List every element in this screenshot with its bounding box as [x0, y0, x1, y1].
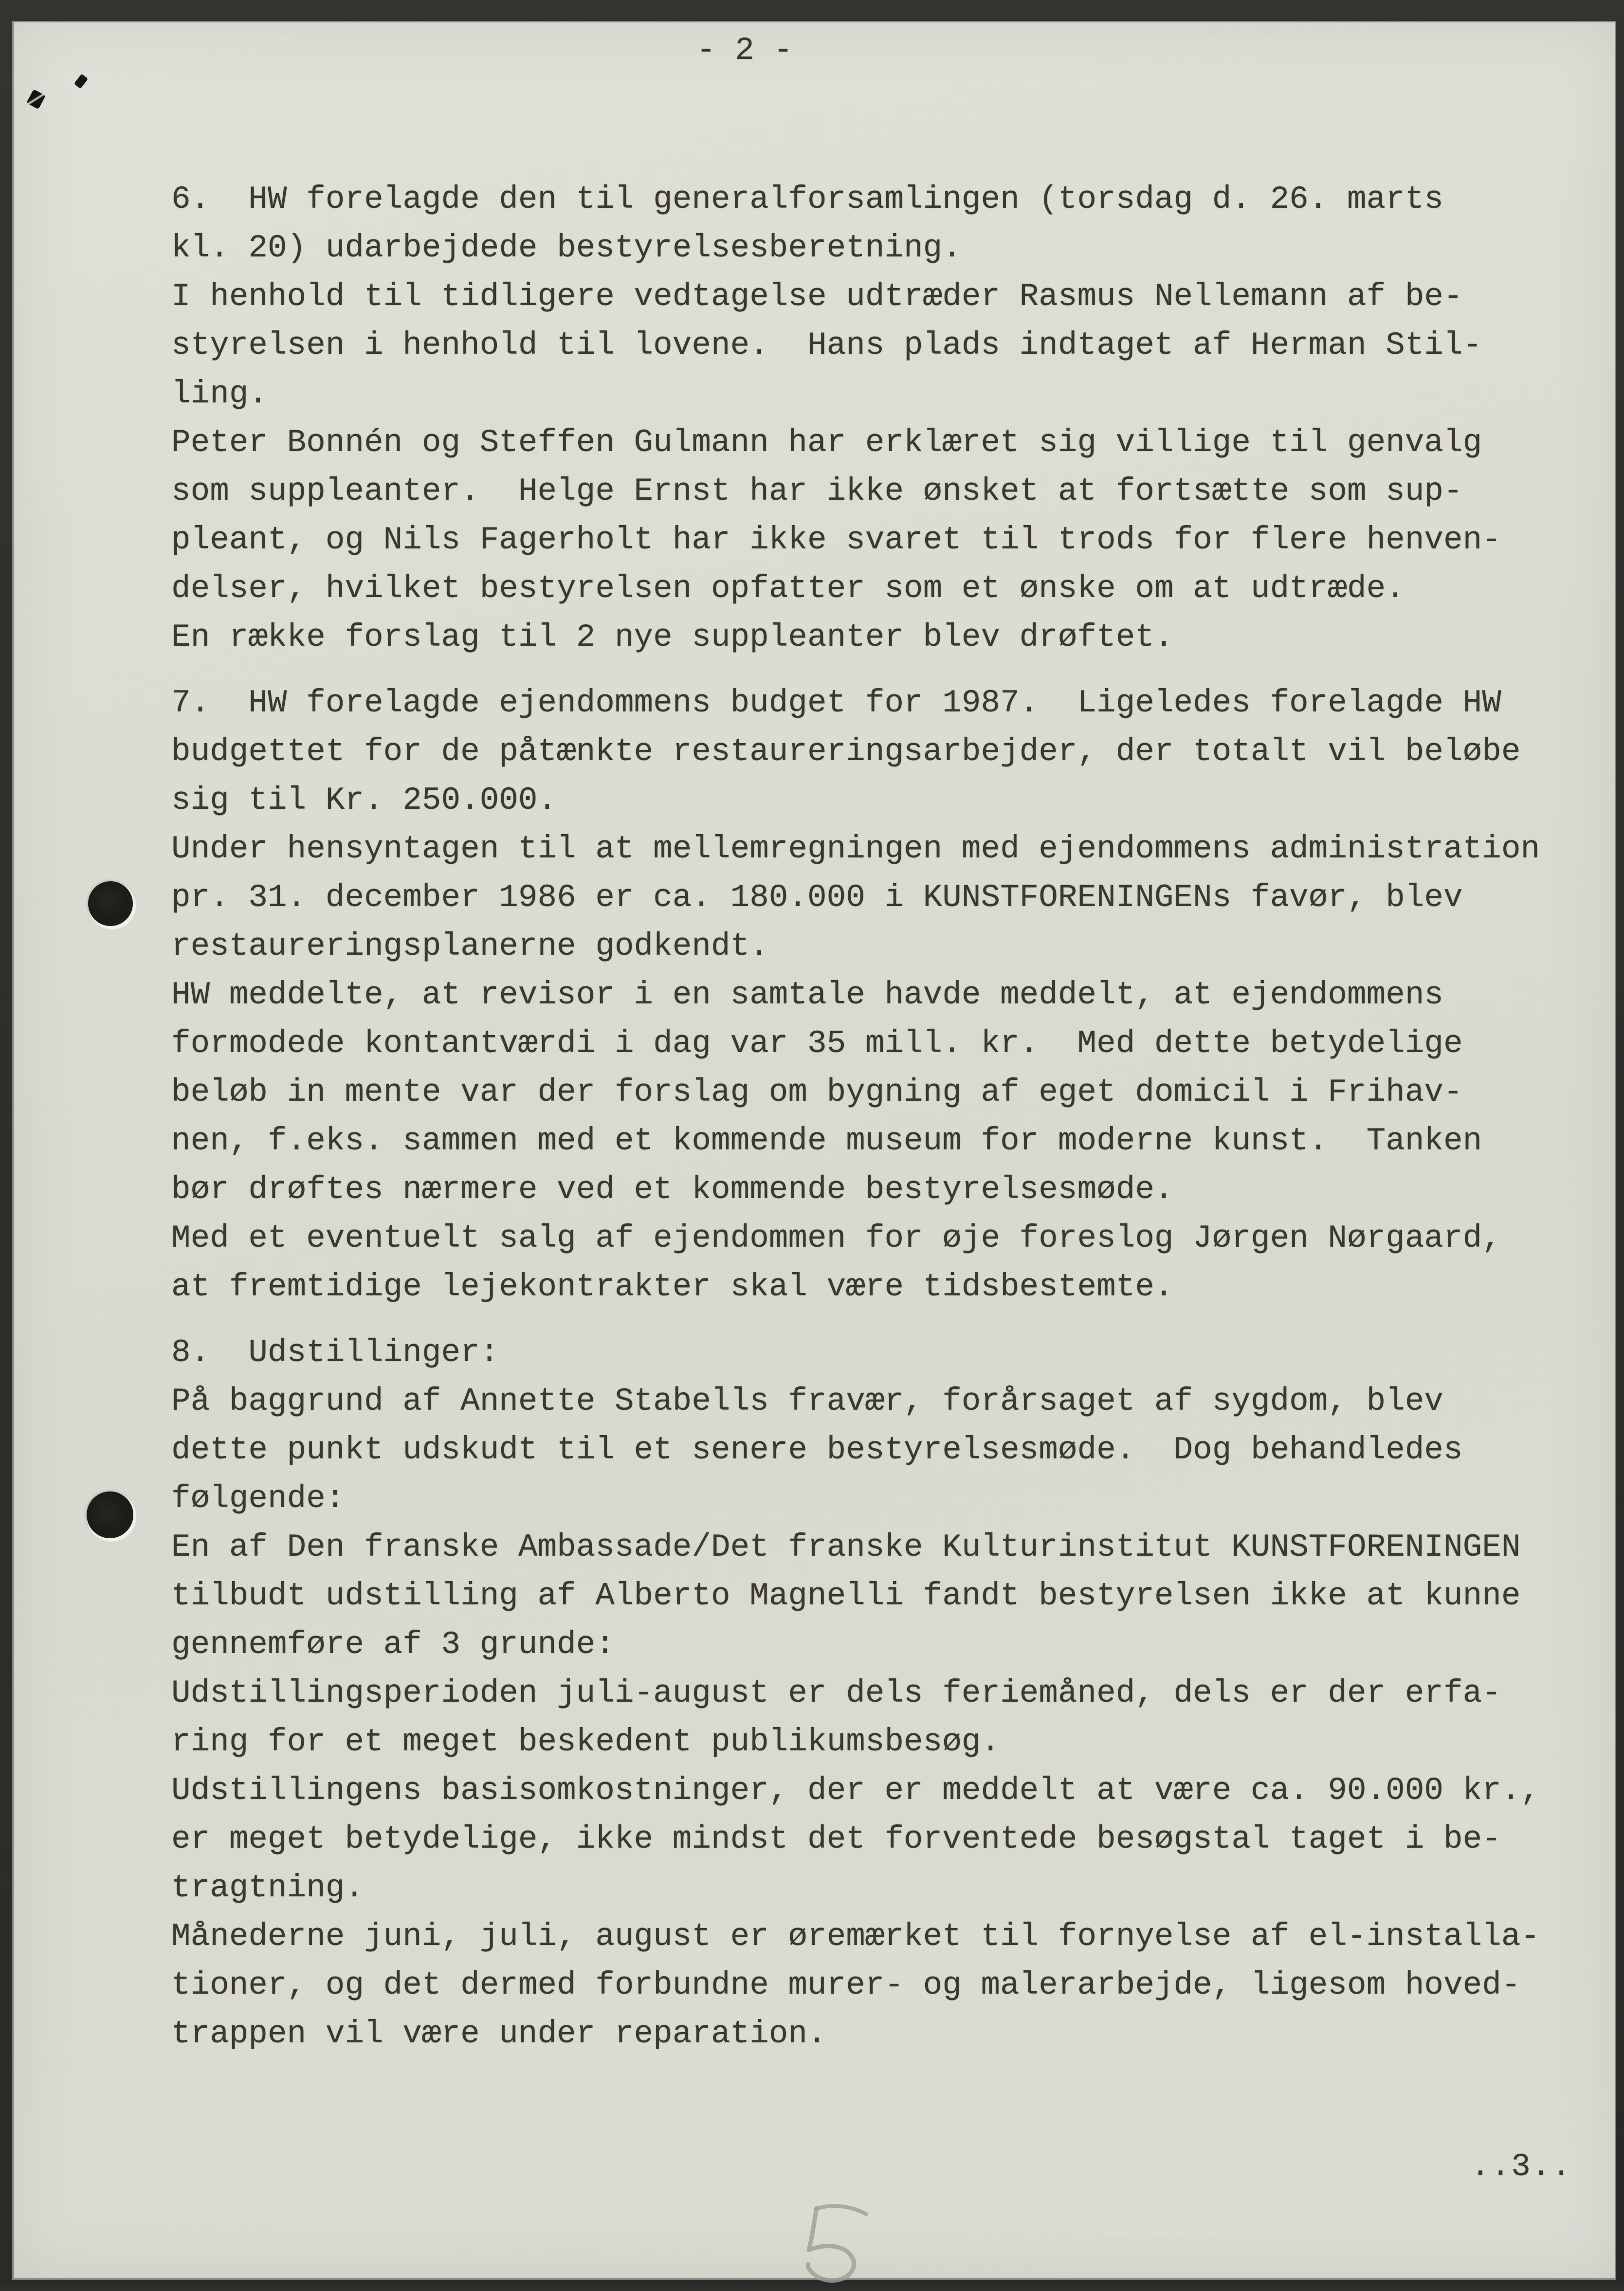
text-line: som suppleanter. Helge Ernst har ikke ønsket at fortsætte som sup- [171, 473, 1463, 509]
punch-hole [88, 881, 133, 926]
text-line: restaureringsplanerne godkendt. [171, 928, 769, 964]
text-line: Månederne juni, juli, august er øremærket til fornyelse af el-installa- [171, 1918, 1540, 1955]
text-line: 7. HW forelagde ejendommens budget for 1987. Ligeledes forelagde HW [171, 685, 1501, 721]
text-line: kl. 20) udarbejdede bestyrelsesberetning. [171, 230, 962, 266]
continuation-mark: ..3.. [1471, 2148, 1572, 2185]
text-line: bør drøftes nærmere ved et kommende bestyrelsesmøde. [171, 1171, 1174, 1208]
text-line: tioner, og det dermed forbundne murer- og malerarbejde, ligesom hoved- [171, 1967, 1521, 2003]
text-line: Udstillingsperioden juli-august er dels feriemåned, dels er der erfa- [171, 1675, 1501, 1711]
text-line: I henhold til tidligere vedtagelse udtræder Rasmus Nellemann af be- [171, 278, 1463, 315]
text-line: 6. HW forelagde den til generalforsamlingen (torsdag d. 26. marts [171, 181, 1444, 218]
text-line: at fremtidige lejekontrakter skal være tidsbestemte. [171, 1269, 1174, 1305]
page-number: - 2 - [696, 32, 793, 69]
text-line: Peter Bonnén og Steffen Gulmann har erklæret sig villige til genvalg [171, 424, 1482, 461]
handwritten-pencil-number [787, 2194, 885, 2291]
punch-hole [87, 1491, 133, 1538]
text-line: formodede kontantværdi i dag var 35 mill. kr. Med dette betydelige [171, 1025, 1463, 1062]
paragraph-item-7 [171, 679, 1583, 1311]
text-line: styrelsen i henhold til lovene. Hans plads indtaget af Herman Stil- [171, 327, 1482, 364]
pencil-stroke [808, 2208, 854, 2281]
text-line: Udstillingens basisomkostninger, der er meddelt at være ca. 90.000 kr., [171, 1772, 1540, 1809]
text-line: ling. [171, 376, 268, 412]
text-line: Under hensyntagen til at mellemregningen med ejendommens administration [171, 831, 1540, 867]
text-line: pr. 31. december 1986 er ca. 180.000 i KUNSTFORENINGENs favør, blev [171, 879, 1463, 916]
paragraph-item-8 [171, 1328, 1583, 2058]
text-line: ring for et meget beskedent publikumsbesøg. [171, 1724, 1001, 1760]
pencil-stroke [816, 2206, 866, 2214]
ink-speck [74, 74, 88, 89]
text-line: tragtning. [171, 1870, 365, 1906]
text-line: gennemføre af 3 grunde: [171, 1626, 615, 1663]
text-line: følgende: [171, 1480, 345, 1517]
text-line: trappen vil være under reparation. [171, 2016, 827, 2052]
text-line: dette punkt udskudt til et senere bestyrelsesmøde. Dog behandledes [171, 1432, 1463, 1468]
paragraph-item-6 [171, 175, 1583, 662]
text-line: En række forslag til 2 nye suppleanter blev drøftet. [171, 619, 1174, 655]
text-line: 8. Udstillinger: [171, 1334, 499, 1371]
text-line: er meget betydelige, ikke mindst det forventede besøgstal taget i be- [171, 1821, 1501, 1857]
ink-speck [26, 89, 46, 109]
text-line: En af Den franske Ambassade/Det franske Kulturinstitut KUNSTFORENINGEN [171, 1529, 1521, 1565]
document-page [14, 22, 1615, 2278]
text-line: pleant, og Nils Fagerholt har ikke svaret til trods for flere henven- [171, 522, 1501, 558]
text-line: tilbudt udstilling af Alberto Magnelli fandt bestyrelsen ikke at kunne [171, 1578, 1521, 1614]
text-line: budgettet for de påtænkte restaureringsarbejder, der totalt vil beløbe [171, 733, 1521, 770]
text-line: På baggrund af Annette Stabells fravær, forårsaget af sygdom, blev [171, 1383, 1444, 1419]
text-line: beløb in mente var der forslag om bygning af eget domicil i Frihav- [171, 1074, 1463, 1110]
text-line: sig til Kr. 250.000. [171, 782, 557, 818]
text-line: Med et eventuelt salg af ejendommen for øje foreslog Jørgen Nørgaard, [171, 1220, 1501, 1256]
document-body [171, 175, 1583, 2058]
text-line: HW meddelte, at revisor i en samtale havde meddelt, at ejendommens [171, 977, 1444, 1013]
text-line: delser, hvilket bestyrelsen opfatter som et ønske om at udtræde. [171, 570, 1405, 607]
text-line: nen, f.eks. sammen med et kommende museum for moderne kunst. Tanken [171, 1123, 1482, 1159]
